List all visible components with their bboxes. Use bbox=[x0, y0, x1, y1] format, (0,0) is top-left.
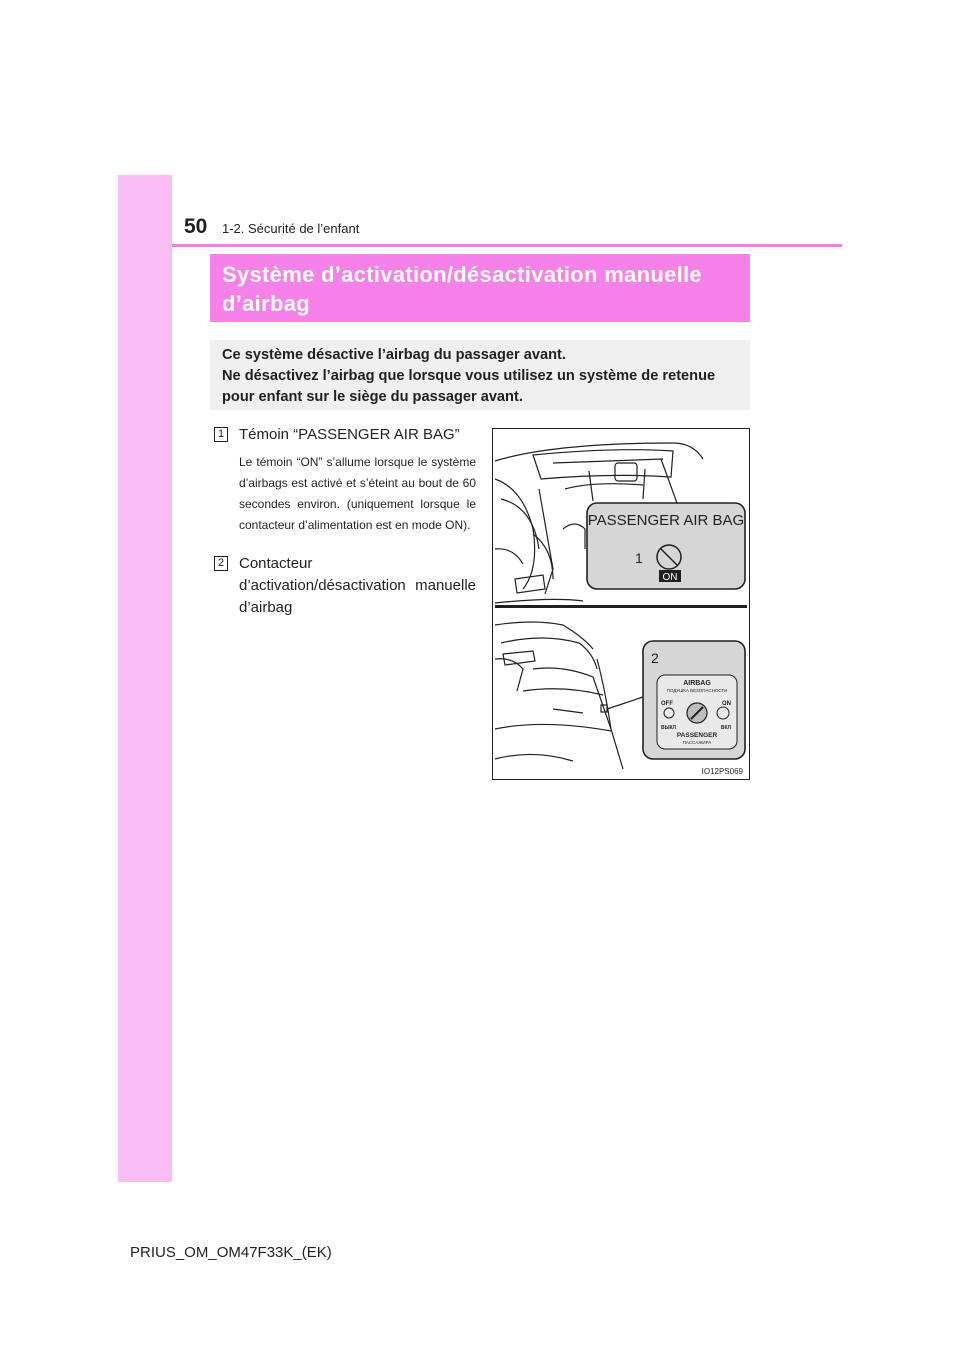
header-rule bbox=[172, 244, 842, 247]
indicator-callout: 1 bbox=[635, 550, 643, 566]
list-item bbox=[214, 424, 476, 536]
intro-line-2: Ne désactivez l’airbag que lorsque vous utilisez un système de retenue bbox=[222, 368, 716, 384]
page-number: 50 bbox=[184, 215, 208, 238]
item-label: Témoin “PASSENGER AIR BAG” bbox=[239, 426, 460, 443]
list-item bbox=[214, 553, 476, 619]
page-title-line-2: d’airbag bbox=[222, 291, 310, 316]
switch-off-label: OFF bbox=[661, 701, 673, 707]
page-title bbox=[210, 254, 750, 322]
item-number: 1 bbox=[214, 427, 228, 442]
switch-top-label: AIRBAG bbox=[683, 680, 711, 687]
item-note: Le témoin “ON” s’allume lorsque le système d’airbags est activé et s’éteint au bout de 60 secondes environ. (uniquement lorsque le contacteur d’alimentation est en mode ON). bbox=[239, 455, 476, 532]
indicator-on-label: ON bbox=[662, 572, 678, 583]
switch-bottom-ru-label: ПАССАЖИРА bbox=[682, 740, 712, 745]
intro-line-3: pour enfant sur le siège du passager avant. bbox=[222, 389, 523, 405]
section-title: 1-2. Sécurité de l’enfant bbox=[222, 221, 360, 236]
figure-code: IO12PS069 bbox=[701, 767, 743, 776]
footer-code: PRIUS_OM_OM47F33K_(EK) bbox=[130, 1244, 332, 1261]
airbag-illustration-svg bbox=[493, 429, 749, 779]
item-label: Contacteur d’activation/désactivation manuelle d’airbag bbox=[239, 555, 476, 616]
switch-off-ru-label: ВЫКЛ bbox=[661, 725, 677, 731]
item-number: 2 bbox=[214, 556, 228, 571]
side-color-band bbox=[118, 175, 172, 1182]
airbag-illustration bbox=[492, 428, 750, 780]
switch-on-ru-label: ВКЛ bbox=[720, 725, 731, 731]
switch-top-ru-label: ПОДУШКА БЕЗОПАСНОСТИ bbox=[666, 688, 728, 693]
switch-bottom-label: PASSENGER bbox=[676, 732, 718, 739]
indicator-title: PASSENGER AIR BAG bbox=[587, 512, 745, 529]
switch-on-label: ON bbox=[722, 701, 731, 707]
intro-box bbox=[210, 340, 750, 410]
intro-line-1: Ce système désactive l’airbag du passager avant. bbox=[222, 347, 566, 363]
page-title-line-1: Système d’activation/désactivation manuelle bbox=[222, 262, 702, 287]
switch-callout: 2 bbox=[651, 650, 659, 666]
